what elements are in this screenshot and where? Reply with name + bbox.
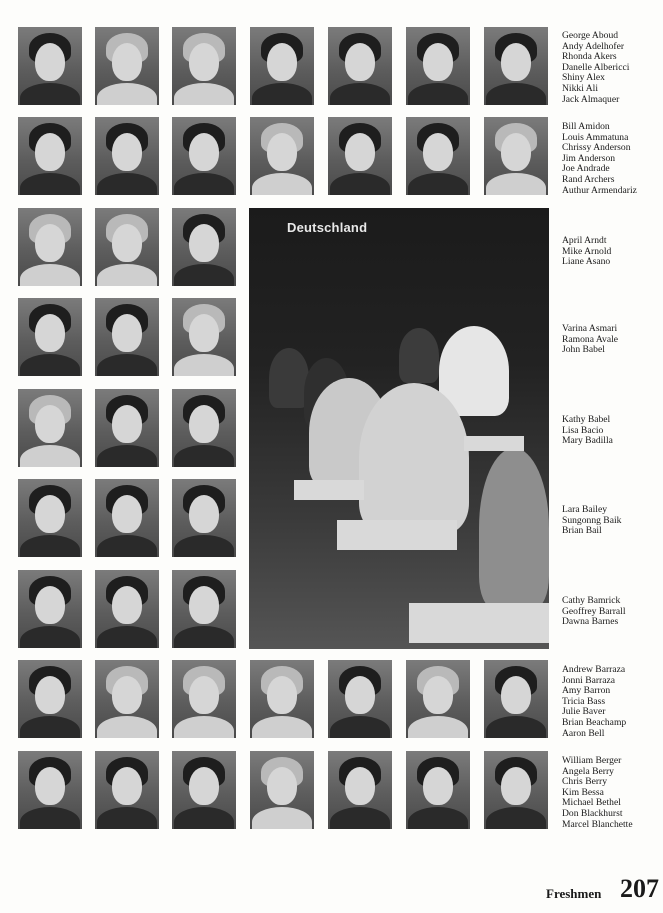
name-list — [562, 122, 660, 196]
student-name: Tricia Bass — [562, 695, 606, 707]
student-name: Authur Armendariz — [562, 184, 637, 196]
student-name: Andy Adelhofer — [562, 40, 625, 52]
student-portrait — [18, 27, 82, 105]
student-name: Jim Anderson — [562, 152, 616, 164]
student-portrait — [18, 298, 82, 376]
student-name: Michael Bethel — [562, 797, 621, 809]
student-name: Ramona Avale — [562, 333, 619, 345]
student-name: Don Blackhurst — [562, 807, 623, 819]
student-portrait — [328, 660, 392, 738]
student-portrait — [250, 660, 314, 738]
student-portrait — [328, 117, 392, 195]
name-list — [562, 665, 660, 739]
name-list — [562, 415, 660, 447]
student-name: Varina Asmari — [562, 323, 618, 334]
student-name: Geoffrey Barrall — [562, 605, 626, 617]
student-portrait — [172, 570, 236, 648]
student-name: Amy Barron — [562, 685, 611, 697]
page-number: 207 — [620, 874, 659, 903]
name-list — [562, 505, 660, 537]
student-name: Sungonng Baik — [562, 514, 622, 526]
student-name: William Berger — [562, 755, 622, 766]
student-portrait — [250, 27, 314, 105]
student-portrait — [172, 660, 236, 738]
student-name: Brian Bail — [562, 525, 602, 537]
student-name: Jack Almaquer — [562, 93, 620, 105]
student-name: Marcel Blanchette — [562, 818, 633, 830]
student-name: Andrew Barraza — [562, 664, 626, 675]
student-portrait — [95, 298, 159, 376]
student-name: Lara Bailey — [562, 504, 608, 515]
student-name: Cathy Bamrick — [562, 595, 621, 606]
student-name: April Arndt — [562, 235, 607, 246]
student-name: Chrissy Anderson — [562, 142, 631, 154]
student-name: Danelle Albericci — [562, 61, 630, 73]
student-name: George Aboud — [562, 30, 619, 41]
student-name: Chris Berry — [562, 776, 608, 788]
student-name: Lisa Bacio — [562, 424, 604, 436]
student-portrait — [172, 208, 236, 286]
student-portrait — [172, 751, 236, 829]
student-name: Liane Asano — [562, 256, 611, 268]
student-portrait — [18, 208, 82, 286]
section-label: Freshmen — [546, 886, 602, 901]
student-portrait — [18, 389, 82, 467]
student-portrait — [172, 27, 236, 105]
student-name: Angela Berry — [562, 765, 614, 777]
student-portrait — [95, 570, 159, 648]
name-list — [562, 756, 660, 830]
student-portrait — [250, 751, 314, 829]
student-portrait — [172, 117, 236, 195]
student-portrait — [95, 208, 159, 286]
student-name: Jonni Barraza — [562, 674, 616, 686]
student-portrait — [328, 27, 392, 105]
student-portrait — [484, 751, 548, 829]
student-name: Louis Ammatuna — [562, 131, 629, 143]
student-portrait — [95, 751, 159, 829]
student-portrait — [172, 479, 236, 557]
student-portrait — [18, 660, 82, 738]
student-name: Mike Arnold — [562, 245, 612, 257]
student-portrait — [172, 389, 236, 467]
student-name: Nikki Ali — [562, 82, 598, 94]
student-name: Bill Amidon — [562, 121, 610, 132]
student-portrait — [18, 479, 82, 557]
student-name: Shiny Alex — [562, 72, 605, 84]
student-portrait — [18, 751, 82, 829]
student-portrait — [172, 298, 236, 376]
student-name: Dawna Barnes — [562, 616, 619, 628]
student-name: Rhonda Akers — [562, 51, 617, 63]
student-portrait — [328, 751, 392, 829]
name-list — [562, 596, 660, 628]
student-portrait — [95, 660, 159, 738]
student-portrait — [406, 751, 470, 829]
student-portrait — [95, 389, 159, 467]
student-portrait — [484, 27, 548, 105]
student-portrait — [484, 660, 548, 738]
student-name: Kathy Babel — [562, 414, 611, 425]
classroom-photo — [249, 208, 549, 649]
student-portrait — [95, 117, 159, 195]
classroom-banner: Deutschland — [287, 220, 368, 235]
name-list — [562, 31, 660, 105]
student-portrait — [406, 117, 470, 195]
student-name: Julie Baver — [562, 706, 606, 718]
student-name: Brian Beachamp — [562, 716, 627, 728]
student-name: Rand Archers — [562, 173, 615, 185]
student-portrait — [250, 117, 314, 195]
student-name: Kim Bessa — [562, 786, 604, 798]
student-portrait — [484, 117, 548, 195]
name-list — [562, 324, 660, 356]
student-portrait — [95, 479, 159, 557]
student-name: Mary Badilla — [562, 435, 613, 447]
student-portrait — [406, 27, 470, 105]
student-portrait — [95, 27, 159, 105]
student-name: John Babel — [562, 344, 605, 356]
student-name: Aaron Bell — [562, 727, 605, 739]
student-portrait — [18, 570, 82, 648]
student-portrait — [406, 660, 470, 738]
name-list — [562, 236, 660, 268]
student-portrait — [18, 117, 82, 195]
student-name: Joe Andrade — [562, 163, 610, 175]
